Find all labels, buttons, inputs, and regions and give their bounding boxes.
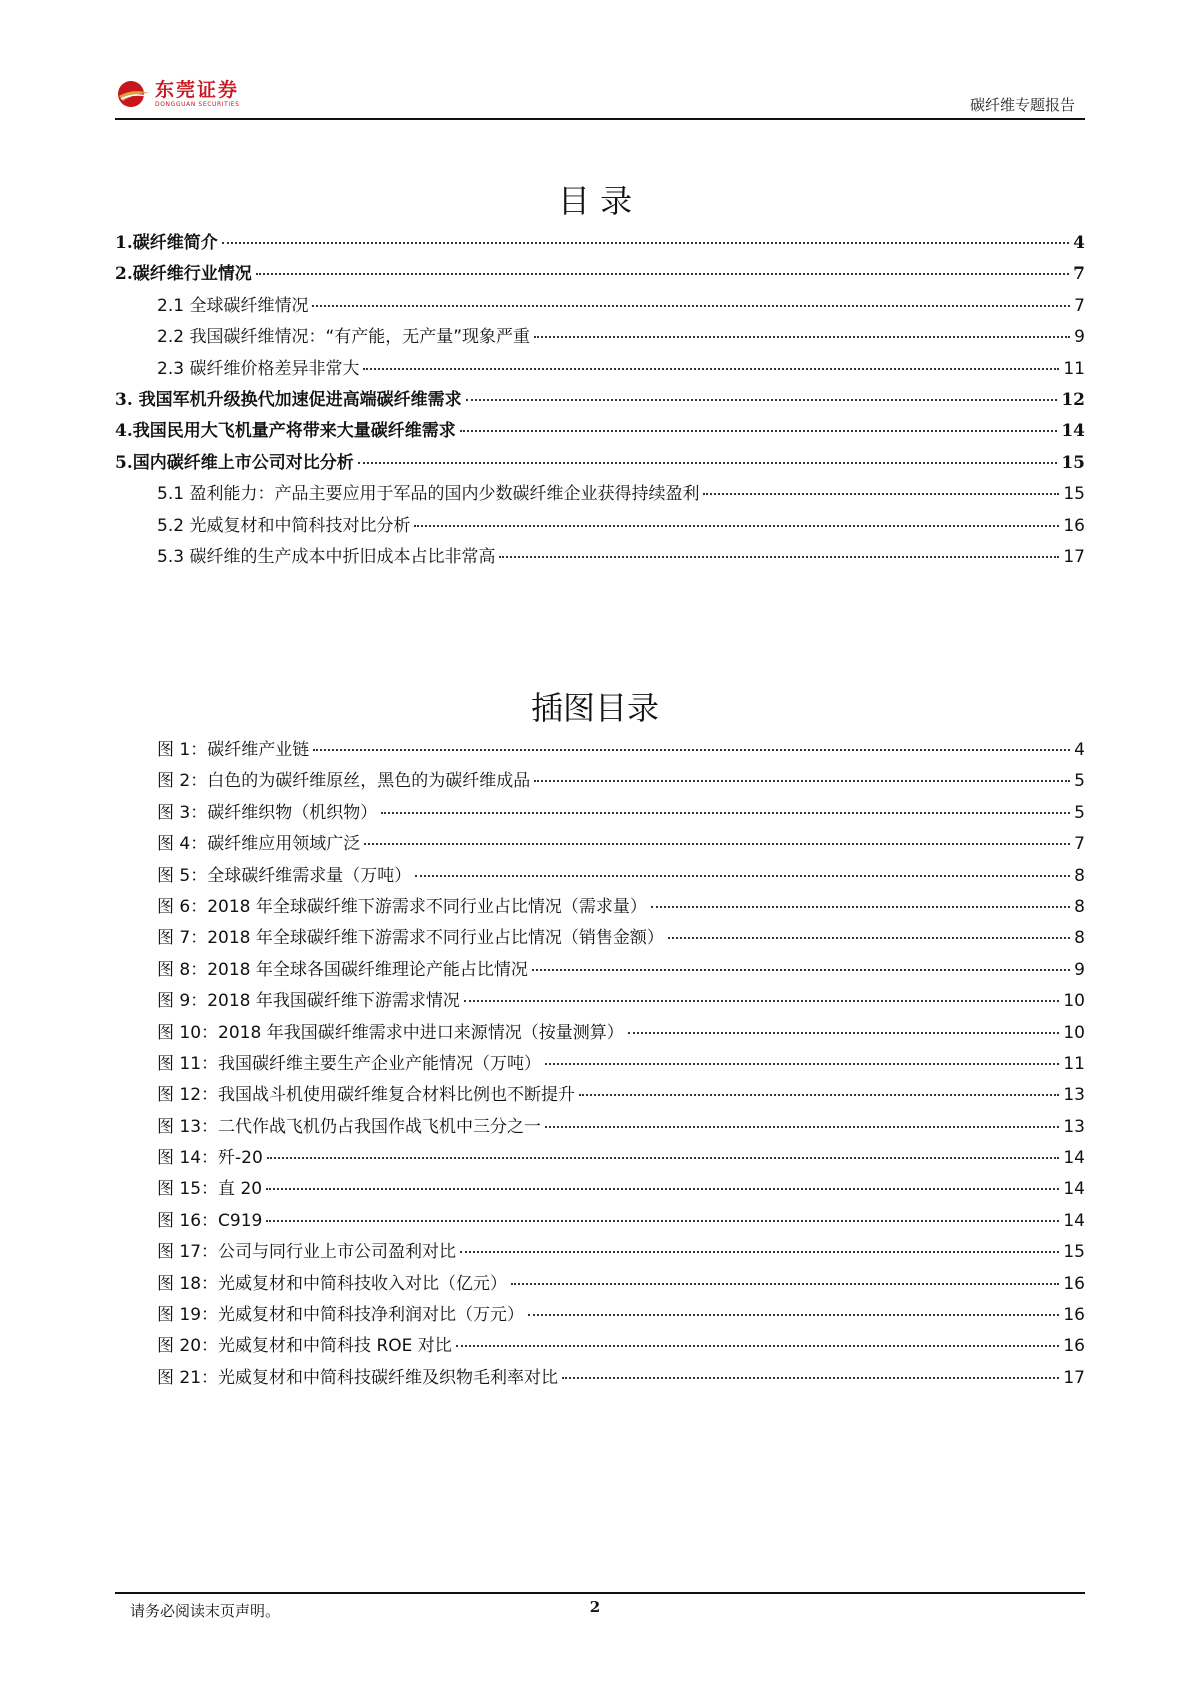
dot-leader xyxy=(364,843,1070,845)
figure-entry[interactable] xyxy=(115,766,1085,797)
figure-entry[interactable] xyxy=(115,955,1085,986)
toc-entry[interactable] xyxy=(115,354,1085,385)
figure-entry-page: 16 xyxy=(1063,1305,1085,1326)
figure-entry-page: 16 xyxy=(1063,1336,1085,1357)
dot-leader xyxy=(415,875,1070,877)
figure-entry-page: 8 xyxy=(1074,928,1085,949)
dot-leader xyxy=(460,1251,1059,1253)
toc-entry-page: 11 xyxy=(1063,358,1085,379)
toc-entry-page: 12 xyxy=(1061,389,1085,410)
figure-entry[interactable] xyxy=(115,1363,1085,1394)
figure-entry-page: 9 xyxy=(1074,959,1085,980)
figure-entry-label: 图 2：白色的为碳纤维原丝，黑色的为碳纤维成品 xyxy=(157,771,531,792)
dot-leader xyxy=(313,749,1070,751)
figure-index-list xyxy=(115,735,1085,1394)
dot-leader xyxy=(456,1345,1060,1347)
toc-entry-label: 3. 我国军机升级换代加速促进高端碳纤维需求 xyxy=(115,389,462,410)
toc-entry-label: 5.1 盈利能力：产品主要应用于军品的国内少数碳纤维企业获得持续盈利 xyxy=(157,484,700,505)
figure-entry-page: 8 xyxy=(1074,865,1085,886)
toc-entry[interactable] xyxy=(115,385,1085,416)
dot-leader xyxy=(703,493,1059,495)
figure-entry-label: 图 12：我国战斗机使用碳纤维复合材料比例也不断提升 xyxy=(157,1085,576,1106)
figure-entry[interactable] xyxy=(115,923,1085,954)
figure-entry-page: 17 xyxy=(1063,1367,1085,1388)
figure-entry[interactable] xyxy=(115,798,1085,829)
figure-entry[interactable] xyxy=(115,986,1085,1017)
toc-entry-page: 15 xyxy=(1061,452,1085,473)
figure-entry-label: 图 11：我国碳纤维主要生产企业产能情况（万吨） xyxy=(157,1053,542,1074)
toc-entry-label: 5.2 光威复材和中简科技对比分析 xyxy=(157,515,411,536)
figure-entry-label: 图 19：光威复材和中简科技净利润对比（万元） xyxy=(157,1305,525,1326)
figure-entry-label: 图 20：光威复材和中简科技 ROE 对比 xyxy=(157,1336,452,1357)
figure-entry[interactable] xyxy=(115,1206,1085,1237)
figure-entry-page: 10 xyxy=(1063,1022,1085,1043)
figure-entry-page: 10 xyxy=(1063,991,1085,1012)
figure-entry-label: 图 18：光威复材和中简科技收入对比（亿元） xyxy=(157,1273,508,1294)
dot-leader xyxy=(464,1000,1059,1002)
toc-entry-page: 15 xyxy=(1063,484,1085,505)
dot-leader xyxy=(466,399,1058,401)
figure-entry-page: 8 xyxy=(1074,896,1085,917)
toc-entry[interactable] xyxy=(115,416,1085,447)
figure-entry-page: 13 xyxy=(1063,1085,1085,1106)
figure-entry[interactable] xyxy=(115,892,1085,923)
dot-leader xyxy=(499,556,1059,558)
figure-entry-label: 图 1：碳纤维产业链 xyxy=(157,740,310,760)
dot-leader xyxy=(532,969,1070,971)
disclaimer-note: 请务必阅读末页声明。 xyxy=(130,1602,281,1620)
figure-entry[interactable] xyxy=(115,1049,1085,1080)
company-logo xyxy=(115,76,240,112)
logo-mark-icon xyxy=(115,79,151,109)
page-number: 2 xyxy=(589,1598,601,1616)
toc-entry-label: 5.3 碳纤维的生产成本中折旧成本占比非常高 xyxy=(157,546,496,567)
figure-entry[interactable] xyxy=(115,861,1085,892)
dot-leader xyxy=(381,812,1070,814)
dot-leader xyxy=(460,430,1058,432)
toc-list xyxy=(115,228,1085,573)
figure-entry-label: 图 13：二代作战飞机仍占我国作战飞机中三分之一 xyxy=(157,1116,542,1137)
figure-entry-label: 图 9：2018 年我国碳纤维下游需求情况 xyxy=(157,991,460,1012)
toc-entry[interactable] xyxy=(115,291,1085,322)
toc-entry-label: 2.3 碳纤维价格差异非常大 xyxy=(157,358,360,379)
dot-leader xyxy=(545,1063,1059,1065)
toc-entry-label: 1.碳纤维简介 xyxy=(115,233,218,253)
figure-entry-page: 4 xyxy=(1074,740,1085,760)
logo-english-name: DONGGUAN SECURITIES xyxy=(155,100,240,108)
dot-leader xyxy=(628,1032,1060,1034)
figure-entry-page: 13 xyxy=(1063,1116,1085,1137)
figure-entry-page: 16 xyxy=(1063,1273,1085,1294)
figure-entry-label: 图 17：公司与同行业上市公司盈利对比 xyxy=(157,1242,457,1263)
dot-leader xyxy=(256,273,1069,275)
toc-entry[interactable] xyxy=(115,542,1085,573)
dot-leader xyxy=(414,525,1059,527)
figure-entry[interactable] xyxy=(115,829,1085,860)
toc-entry[interactable] xyxy=(115,511,1085,542)
toc-entry-page: 7 xyxy=(1073,264,1085,285)
figure-entry-page: 11 xyxy=(1063,1053,1085,1074)
figure-entry[interactable] xyxy=(115,735,1085,766)
dot-leader xyxy=(562,1377,1059,1379)
toc-entry-page: 7 xyxy=(1074,295,1085,316)
figure-entry-label: 图 7：2018 年全球碳纤维下游需求不同行业占比情况（销售金额） xyxy=(157,928,664,949)
toc-entry-label: 2.碳纤维行业情况 xyxy=(115,264,252,285)
figure-entry-label: 图 15：直 20 xyxy=(157,1179,263,1200)
footer-divider xyxy=(115,1592,1085,1594)
toc-entry[interactable] xyxy=(115,228,1085,259)
toc-entry[interactable] xyxy=(115,448,1085,479)
header-divider xyxy=(115,118,1085,120)
toc-entry-page: 16 xyxy=(1063,515,1085,536)
dot-leader xyxy=(358,462,1058,464)
logo-chinese-name: 东莞证券 xyxy=(155,78,240,101)
dot-leader xyxy=(579,1094,1059,1096)
toc-entry-label: 2.1 全球碳纤维情况 xyxy=(157,295,309,316)
toc-entry[interactable] xyxy=(115,322,1085,353)
figure-entry-label: 图 5：全球碳纤维需求量（万吨） xyxy=(157,865,412,886)
dot-leader xyxy=(511,1283,1059,1285)
figure-index-title: 插图目录 xyxy=(530,689,659,727)
dot-leader xyxy=(534,780,1070,782)
dot-leader xyxy=(545,1126,1059,1128)
dot-leader xyxy=(528,1314,1059,1316)
toc-entry-page: 17 xyxy=(1063,546,1085,567)
figure-entry-label: 图 8：2018 年全球各国碳纤维理论产能占比情况 xyxy=(157,959,528,980)
figure-entry[interactable] xyxy=(115,1174,1085,1205)
figure-entry-page: 5 xyxy=(1074,771,1085,792)
report-title: 碳纤维专题报告 xyxy=(969,96,1075,114)
figure-entry-label: 图 16：C919 xyxy=(157,1210,263,1231)
figure-entry-page: 14 xyxy=(1063,1210,1085,1231)
toc-entry-page: 4 xyxy=(1073,233,1085,253)
toc-entry-page: 14 xyxy=(1061,421,1085,442)
toc-entry[interactable] xyxy=(115,479,1085,510)
toc-entry[interactable] xyxy=(115,259,1085,290)
figure-entry-page: 7 xyxy=(1074,834,1085,855)
toc-title: 目 录 xyxy=(557,182,633,220)
page-header xyxy=(115,72,1075,118)
dot-leader xyxy=(534,336,1070,338)
dot-leader xyxy=(222,242,1069,244)
dot-leader xyxy=(267,1157,1060,1159)
figure-entry-page: 15 xyxy=(1063,1242,1085,1263)
figure-entry-label: 图 4：碳纤维应用领域广泛 xyxy=(157,834,361,855)
figure-entry[interactable] xyxy=(115,1300,1085,1331)
figure-entry-page: 5 xyxy=(1074,802,1085,823)
dot-leader xyxy=(266,1188,1059,1190)
dot-leader xyxy=(668,937,1070,939)
toc-entry-label: 4.我国民用大飞机量产将带来大量碳纤维需求 xyxy=(115,421,456,442)
figure-entry[interactable] xyxy=(115,1237,1085,1268)
figure-entry[interactable] xyxy=(115,1331,1085,1362)
figure-entry-page: 14 xyxy=(1063,1179,1085,1200)
figure-entry[interactable] xyxy=(115,1269,1085,1300)
figure-entry[interactable] xyxy=(115,1018,1085,1049)
toc-entry-label: 2.2 我国碳纤维情况：“有产能，无产量”现象严重 xyxy=(157,327,531,348)
toc-entry-page: 9 xyxy=(1074,327,1085,348)
dot-leader xyxy=(312,305,1070,307)
figure-entry-label: 图 10：2018 年我国碳纤维需求中进口来源情况（按量测算） xyxy=(157,1022,624,1043)
toc-entry-label: 5.国内碳纤维上市公司对比分析 xyxy=(115,452,354,473)
dot-leader xyxy=(266,1220,1059,1222)
dot-leader xyxy=(363,368,1059,370)
figure-entry-page: 14 xyxy=(1063,1148,1085,1169)
figure-entry-label: 图 21：光威复材和中简科技碳纤维及织物毛利率对比 xyxy=(157,1367,559,1388)
figure-entry[interactable] xyxy=(115,1112,1085,1143)
figure-entry[interactable] xyxy=(115,1143,1085,1174)
dot-leader xyxy=(651,906,1070,908)
figure-entry[interactable] xyxy=(115,1080,1085,1111)
figure-entry-label: 图 6：2018 年全球碳纤维下游需求不同行业占比情况（需求量） xyxy=(157,896,647,917)
figure-entry-label: 图 3：碳纤维织物（机织物） xyxy=(157,802,378,823)
figure-entry-label: 图 14：歼-20 xyxy=(157,1148,263,1169)
